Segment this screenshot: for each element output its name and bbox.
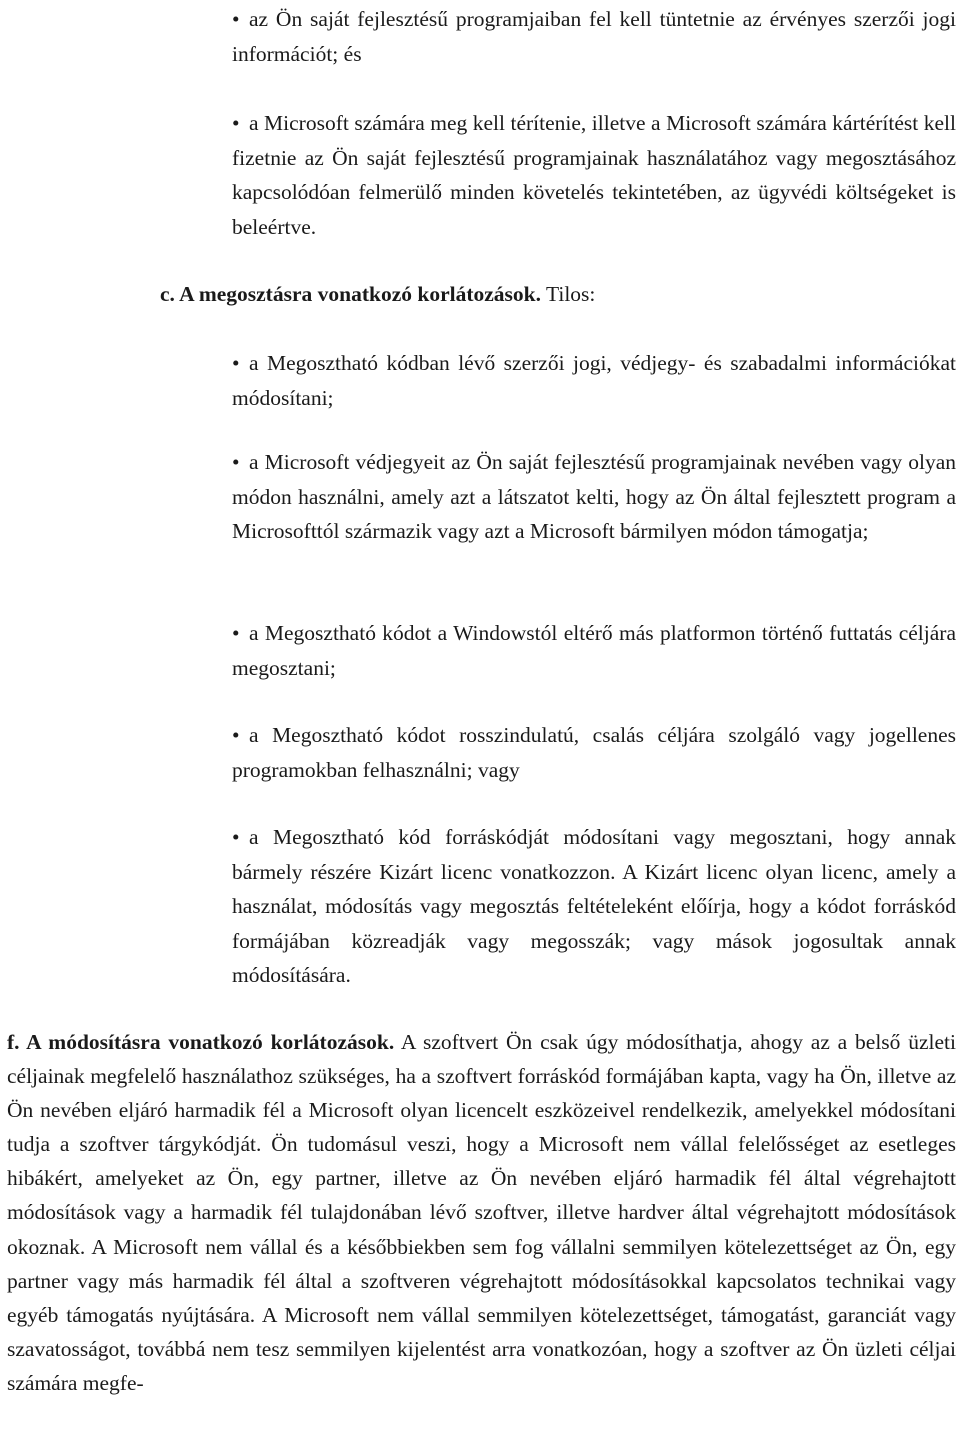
list-item-text: a Megosztható kód forráskódját módosítani vagy megosztani, hogy annak bármely részére Kizárt licenc vonatkozzon. A Kizárt licenc olyan licenc, amely a használat, módosítás vagy megosztás feltételeként előírja, hogy a kódot forráskód formájában közreadják vagy megosszák; vagy mások jogosultak annak módosítására. — [232, 825, 956, 987]
list-item-text: az Ön saját fejlesztésű programjaiban fel kell tüntetnie az érvényes szerzői jogi információt; és — [232, 7, 956, 66]
bullet-icon: • — [232, 825, 240, 849]
bullet-icon: • — [232, 351, 240, 375]
section-f-body: A szoftvert Ön csak úgy módosíthatja, ahogy az a belső üzleti céljainak megfelelő használathoz szükséges, ha a szoftvert forráskód formájában kapta, vagy ha Ön, illetve az Ön nevében eljáró harmadik fél a Microsoft olyan licencelt eszközeivel rendelkezik, amelyekkel módosítani tudja a szoftver tárgykódját. Ön tudomásul veszi, hogy a Microsoft nem vállal felelősséget az esetleges hibákért, amelyeket az Ön, egy partner, illetve az Ön nevében eljáró harmadik fél által végrehajtott módosítások vagy a harmadik fél tulajdonában lévő szoftver, illetve hardver által végrehajtott módosítások okoznak. A Microsoft nem vállal és a későbbiekben sem fog vállalni semmilyen kötelezettséget az Ön, egy partner vagy más harmadik fél által a szoftveren végrehajtott módosításokkal kapcsolatos technikai vagy egyéb támogatás nyújtására. A Microsoft nem vállal semmilyen kötelezettséget, támogatást, garanciát vagy szavatosságot, továbbá nem tesz semmilyen kijelentést arra vonatkozóan, hogy a szoftver az Ön üzleti céljai számára megfe- — [7, 1030, 956, 1395]
list-item-text: a Megosztható kódot a Windowstól eltérő más platformon történő futtatás céljára megosztani; — [232, 621, 956, 680]
section-c-heading: c. A megosztásra vonatkozó korlátozások. — [160, 282, 541, 306]
list-item-text: a Megosztható kódot rosszindulatú, csalás céljára szolgáló vagy jogellenes programokban felhasználni; vagy — [232, 723, 956, 782]
list-item — [232, 2, 956, 71]
bullet-icon: • — [232, 450, 240, 474]
list-item — [232, 820, 956, 993]
bullet-icon: • — [232, 111, 240, 135]
bullet-icon: • — [232, 7, 240, 31]
list-item — [232, 718, 956, 787]
section-f-paragraph — [7, 1025, 956, 1400]
section-f-heading: f. A módosításra vonatkozó korlátozások. — [7, 1030, 395, 1054]
list-item-text: a Microsoft védjegyeit az Ön saját fejlesztésű programjainak nevében vagy olyan módon használni, amely azt a látszatot kelti, hogy az Ön által fejlesztett program a Microsofttól származik vagy azt a Microsoft bármilyen módon támogatja; — [232, 450, 956, 543]
list-item — [232, 106, 956, 244]
list-item-text: a Megosztható kódban lévő szerzői jogi, védjegy- és szabadalmi információkat módosítani; — [232, 351, 956, 410]
list-item-text: a Microsoft számára meg kell térítenie, illetve a Microsoft számára kártérítést kell fizetnie az Ön saját fejlesztésű programjainak használatához vagy megosztásához kapcsolódóan felmerülő minden követelés tekintetében, az ügyvédi költségeket is beleértve. — [232, 111, 956, 239]
section-c-heading-line — [160, 277, 960, 312]
list-item — [232, 616, 956, 685]
bullet-icon: • — [232, 621, 240, 645]
bullet-icon: • — [232, 723, 240, 747]
list-item — [232, 346, 956, 415]
list-item — [232, 445, 956, 549]
section-c-intro: Tilos: — [541, 282, 596, 306]
